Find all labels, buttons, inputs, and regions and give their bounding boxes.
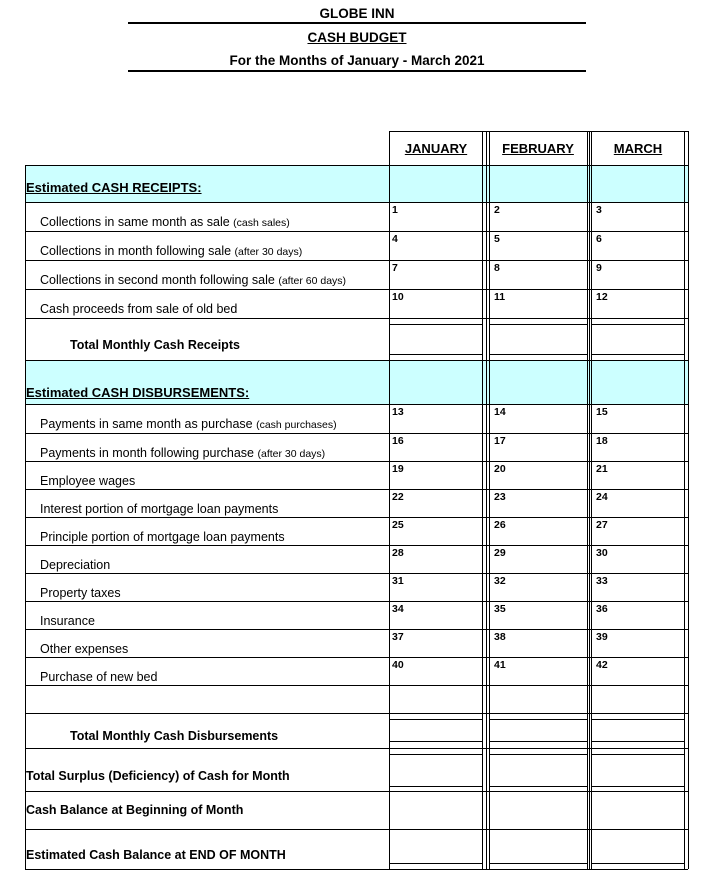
row-divider: [25, 791, 688, 792]
total-disbursements-label: Total Monthly Cash Disbursements: [70, 729, 279, 743]
disbursements-cell: 14: [494, 406, 506, 418]
receipts-cell: 9: [596, 262, 602, 274]
receipts-cell: 4: [392, 233, 398, 245]
row-divider: [25, 318, 688, 319]
disbursements-row-label: [40, 417, 337, 431]
ending-balance-label: Estimated Cash Balance at END OF MONTH: [26, 848, 286, 862]
disbursements-cell: 17: [494, 435, 506, 447]
total-rule: [591, 754, 684, 755]
total-rule: [489, 863, 587, 864]
total-rule: [591, 741, 684, 742]
row-label-note: (after 30 days): [257, 448, 326, 460]
column-header-march: MARCH: [613, 141, 663, 156]
row-divider: [25, 231, 688, 232]
receipts-row-label: [40, 302, 237, 316]
disbursements-cell: 28: [392, 547, 404, 559]
total-rule: [389, 754, 482, 755]
disbursements-row-label: [40, 530, 285, 544]
column-divider: [684, 131, 685, 869]
header-top-border: [389, 131, 688, 132]
disbursements-row-label: [40, 502, 278, 516]
total-rule: [389, 863, 482, 864]
row-divider: [25, 657, 688, 658]
disbursements-row-label: [40, 586, 121, 600]
row-label-text: Property taxes: [40, 586, 121, 600]
row-label-text: Depreciation: [40, 558, 111, 572]
disbursements-cell: 40: [392, 659, 404, 671]
period-title: For the Months of January - March 2021: [229, 53, 485, 68]
row-label-text: Payments in same month as purchase: [40, 417, 257, 431]
column-divider: [489, 131, 490, 869]
disbursements-row-label: [40, 642, 128, 656]
disbursements-cell: 16: [392, 435, 404, 447]
row-divider: [25, 489, 688, 490]
row-label-text: Principle portion of mortgage loan payments: [40, 530, 285, 544]
receipts-cell: 5: [494, 233, 500, 245]
disbursements-cell: 38: [494, 631, 506, 643]
receipts-row-label: [40, 273, 346, 287]
row-label-text: Other expenses: [40, 642, 129, 656]
total-rule: [489, 719, 587, 720]
total-rule: [389, 741, 482, 742]
disbursements-cell: 27: [596, 519, 608, 531]
total-rule: [389, 786, 482, 787]
row-divider: [25, 869, 688, 870]
disbursements-cell: 30: [596, 547, 608, 559]
disbursements-cell: 23: [494, 491, 506, 503]
row-label-text: Interest portion of mortgage loan payments: [40, 502, 279, 516]
row-label-text: Insurance: [40, 614, 95, 628]
disbursements-heading: Estimated CASH DISBURSEMENTS:: [26, 385, 250, 400]
row-divider: [25, 202, 688, 203]
total-rule: [389, 354, 482, 355]
row-label-note: (after 60 days): [278, 275, 347, 287]
row-divider: [25, 748, 688, 749]
row-divider: [25, 601, 688, 602]
total-rule: [591, 786, 684, 787]
total-rule: [489, 754, 587, 755]
column-divider: [587, 131, 588, 869]
disbursements-cell: 13: [392, 406, 404, 418]
disbursements-cell: 26: [494, 519, 506, 531]
disbursements-cell: 20: [494, 463, 506, 475]
column-divider: [389, 131, 390, 869]
row-divider: [25, 461, 688, 462]
disbursements-cell: 33: [596, 575, 608, 587]
total-rule: [389, 324, 482, 325]
row-divider: [25, 517, 688, 518]
company-name: GLOBE INN: [319, 6, 395, 21]
disbursements-cell: 32: [494, 575, 506, 587]
receipts-cell: 2: [494, 204, 500, 216]
disbursements-cell: 31: [392, 575, 404, 587]
disbursements-cell: 36: [596, 603, 608, 615]
total-receipts-label: Total Monthly Cash Receipts: [70, 338, 240, 352]
receipts-heading: Estimated CASH RECEIPTS:: [26, 180, 202, 195]
row-label-text: Purchase of new bed: [40, 670, 158, 684]
disbursements-cell: 25: [392, 519, 404, 531]
disbursements-cell: 19: [392, 463, 404, 475]
receipts-row-label: [40, 215, 290, 229]
beginning-balance-label: Cash Balance at Beginning of Month: [26, 803, 244, 817]
total-rule: [489, 354, 587, 355]
total-rule: [591, 354, 684, 355]
row-label-text: Collections in second month following sale: [40, 273, 279, 287]
row-divider: [25, 165, 688, 166]
column-header-february: FEBRUARY: [502, 141, 574, 156]
row-label-note: (after 30 days): [234, 246, 303, 258]
row-divider: [25, 260, 688, 261]
disbursements-row-label: [40, 558, 110, 572]
disbursements-cell: 29: [494, 547, 506, 559]
disbursements-row-label: [40, 474, 135, 488]
receipts-cell: 1: [392, 204, 398, 216]
row-divider: [25, 573, 688, 574]
column-divider: [591, 131, 592, 869]
column-header-january: JANUARY: [404, 141, 468, 156]
receipts-cell: 10: [392, 291, 404, 303]
row-divider: [25, 360, 688, 361]
total-rule: [489, 786, 587, 787]
column-divider: [482, 131, 483, 869]
disbursements-cell: 34: [392, 603, 404, 615]
disbursements-cell: 37: [392, 631, 404, 643]
row-divider: [25, 289, 688, 290]
disbursements-cell: 24: [596, 491, 608, 503]
column-divider: [688, 131, 689, 869]
disbursements-row-label: [40, 614, 95, 628]
receipts-row-label: [40, 244, 302, 258]
disbursements-cell: 18: [596, 435, 608, 447]
total-rule: [489, 324, 587, 325]
disbursements-cell: 39: [596, 631, 608, 643]
receipts-cell: 12: [596, 291, 608, 303]
row-label-text: Collections in same month as sale: [40, 215, 234, 229]
disbursements-cell: 35: [494, 603, 506, 615]
disbursements-cell: 22: [392, 491, 404, 503]
disbursements-cell: 41: [494, 659, 506, 671]
row-divider: [25, 829, 688, 830]
row-divider: [25, 713, 688, 714]
total-rule: [591, 863, 684, 864]
receipts-cell: 6: [596, 233, 602, 245]
row-divider: [25, 404, 688, 405]
column-divider: [589, 131, 590, 869]
disbursements-cell: 42: [596, 659, 608, 671]
title-rule: [128, 70, 586, 72]
row-divider: [25, 685, 688, 686]
total-rule: [389, 719, 482, 720]
total-rule: [591, 324, 684, 325]
row-label-note: (cash sales): [233, 217, 290, 229]
receipts-cell: 11: [494, 291, 506, 303]
row-divider: [25, 545, 688, 546]
receipts-cell: 3: [596, 204, 602, 216]
column-divider: [486, 131, 487, 869]
row-divider: [25, 629, 688, 630]
row-label-note: (cash purchases): [256, 419, 337, 431]
total-rule: [489, 741, 587, 742]
disbursements-row-label: [40, 446, 325, 460]
row-divider: [25, 433, 688, 434]
title-rule: [128, 22, 586, 24]
row-label-text: Collections in month following sale: [40, 244, 235, 258]
disbursements-cell: 21: [596, 463, 608, 475]
receipts-cell: 7: [392, 262, 398, 274]
total-rule: [591, 719, 684, 720]
disbursements-cell: 15: [596, 406, 608, 418]
disbursements-row-label: [40, 670, 157, 684]
statement-title: CASH BUDGET: [307, 30, 407, 45]
receipts-cell: 8: [494, 262, 500, 274]
row-label-text: Cash proceeds from sale of old bed: [40, 302, 238, 316]
surplus-label: Total Surplus (Deficiency) of Cash for Month: [26, 769, 290, 783]
row-label-text: Employee wages: [40, 474, 136, 488]
row-label-text: Payments in month following purchase: [40, 446, 258, 460]
